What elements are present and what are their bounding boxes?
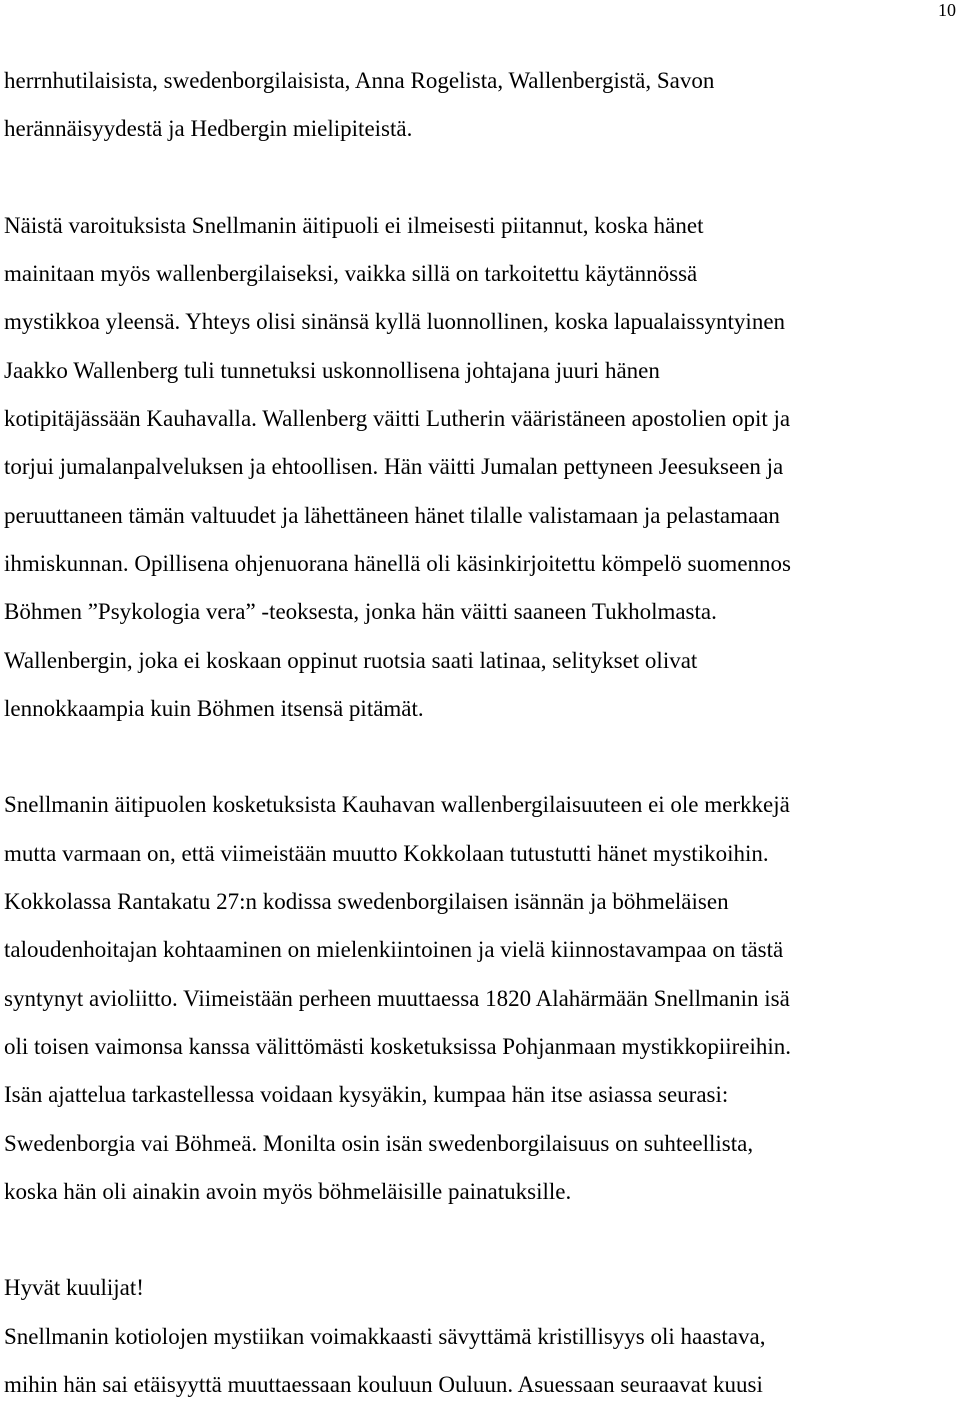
text-line: mihin hän sai etäisyyttä muuttaessaan kouluun Ouluun. Asuessaan seuraavat kuusi — [4, 1372, 763, 1398]
paragraph-4 — [4, 1264, 956, 1312]
text-line: Kokkolassa Rantakatu 27:n kodissa swedenborgilaisen isännän ja böhmeläisen — [4, 889, 729, 915]
paragraph-3 — [4, 781, 956, 1216]
text-line: Böhmen ”Psykologia vera” -teoksesta, jonka hän väitti saaneen Tukholmasta. — [4, 599, 717, 625]
text-line: mutta varmaan on, että viimeistään muutto Kokkolaan tutustutti hänet mystikoihin. — [4, 840, 769, 866]
page-body — [4, 57, 956, 1409]
text-line: herännäisyydestä ja Hedbergin mielipiteistä. — [4, 116, 413, 142]
page-number: 10 — [938, 0, 956, 20]
text-line: mystikkoa yleensä. Yhteys olisi sinänsä kyllä luonnollinen, koska lapualaissyntyinen — [4, 309, 786, 335]
text-line: Näistä varoituksista Snellmanin äitipuoli ei ilmeisesti piitannut, koska hänet — [4, 212, 704, 238]
text-line: Swedenborgia vai Böhmeä. Monilta osin isän swedenborgilaisuus on suhteellista, — [4, 1130, 754, 1156]
paragraph-gap — [4, 733, 956, 781]
text-line: kotipitäjässään Kauhavalla. Wallenberg väitti Lutherin vääristäneen apostolien opit ja — [4, 406, 791, 432]
paragraph-5 — [4, 1313, 956, 1409]
text-line: mainitaan myös wallenbergilaiseksi, vaikka sillä on tarkoitettu käytännössä — [4, 261, 698, 287]
text-line: Hyvät kuulijat! — [4, 1275, 144, 1301]
paragraph-gap — [4, 1216, 956, 1264]
paragraph-2 — [4, 202, 956, 733]
text-line: peruuttaneen tämän valtuudet ja lähettäneen hänet tilalle valistamaan ja pelastamaan — [4, 502, 780, 528]
text-line: Snellmanin kotiolojen mystiikan voimakkaasti sävyttämä kristillisyys oli haastava, — [4, 1323, 766, 1349]
paragraph-1 — [4, 57, 956, 154]
text-line: herrnhutilaisista, swedenborgilaisista, Anna Rogelista, Wallenbergistä, Savon — [4, 68, 715, 93]
text-line: lennokkaampia kuin Böhmen itsensä pitämät. — [4, 695, 424, 721]
text-line: Isän ajattelua tarkastellessa voidaan kysyäkin, kumpaa hän itse asiassa seurasi: — [4, 1082, 729, 1108]
text-line: Snellmanin äitipuolen kosketuksista Kauhavan wallenbergilaisuuteen ei ole merkkejä — [4, 792, 790, 818]
text-line: torjui jumalanpalveluksen ja ehtoollisen. Hän väitti Jumalan pettyneen Jeesukseen ja — [4, 454, 784, 480]
text-line: koska hän oli ainakin avoin myös böhmeläisille painatuksille. — [4, 1178, 572, 1204]
text-line: taloudenhoitajan kohtaaminen on mielenkiintoinen ja vielä kiinnostavampaa on tästä — [4, 937, 784, 963]
text-line: syntynyt avioliitto. Viimeistään perheen muuttaessa 1820 Alahärmään Snellmanin isä — [4, 985, 790, 1011]
text-line: Jaakko Wallenberg tuli tunnetuksi uskonnollisena johtajana juuri hänen — [4, 357, 660, 383]
text-line: oli toisen vaimonsa kanssa välittömästi kosketuksissa Pohjanmaan mystikkopiireihin. — [4, 1033, 792, 1059]
text-line: Wallenbergin, joka ei koskaan oppinut ruotsia saati latinaa, selitykset olivat — [4, 647, 698, 673]
text-line: ihmiskunnan. Opillisena ohjenuorana hänellä oli käsinkirjoitettu kömpelö suomennos — [4, 550, 791, 576]
paragraph-gap — [4, 154, 956, 202]
